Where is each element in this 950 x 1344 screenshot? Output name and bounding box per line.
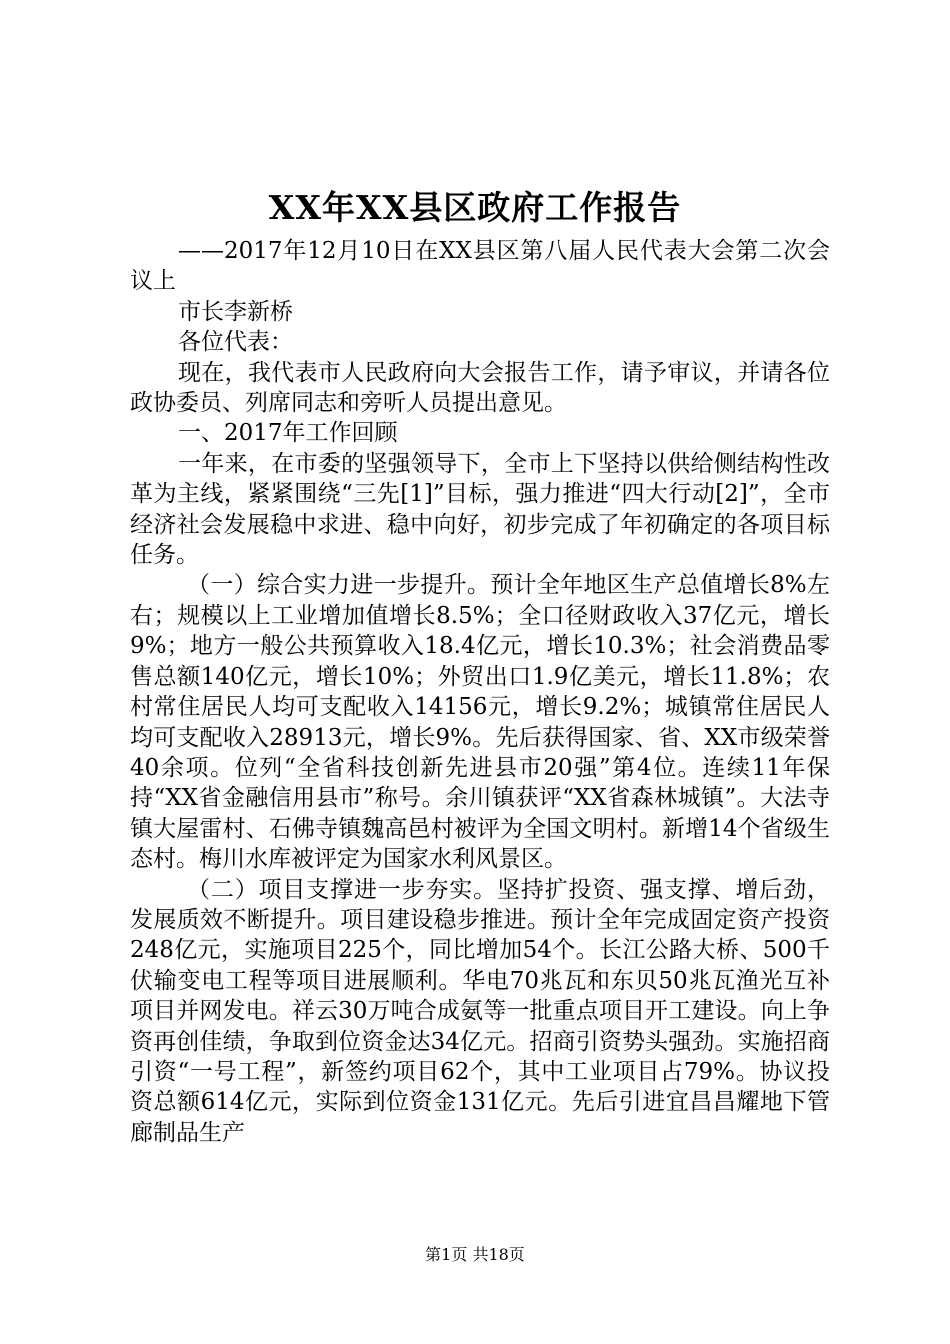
salutation: 各位代表： [178,329,293,356]
paragraph-review: 一年来，在市委的坚强领导下，全市上下坚持以供给侧结构性改革为主线，紧紧围绕“三先[1]”目标，强力推进“四大行动[2]”，全市经济社会发展稳中求进、稳中向好，初步完成了年初确定的各项目标任务。 [130,450,830,569]
speaker-line: 市长李新桥 [178,298,293,325]
intro-paragraph: 现在，我代表市人民政府向大会报告工作，请予审议，并请各位政协委员、列席同志和旁听人员提出意见。 [130,359,830,417]
document-title: XX年XX县区政府工作报告 [268,188,682,227]
document-body [130,236,830,1148]
document-subtitle: ——2017年12月10日在XX县区第八届人民代表大会第二次会议上 [130,238,830,295]
paragraph-projects: （二）项目支撑进一步夯实。坚持扩投资、强支撑、增后劲，发展质效不断提升。项目建设稳步推进。预计全年完成固定资产投资248亿元，实施项目225个，同比增加54个。长江公路大桥、500千伏输变电工程等项目进展顺利。华电70兆瓦和东贝50兆瓦渔光互补项目并网发电。祥云30万吨合成氨等一批重点项目开工建设。向上争资再创佳绩，争取到位资金达34亿元。招商引资势头强劲。实施招商引资“一号工程”，新签约项目62个，其中工业项目占79%。协议投资总额614亿元，实际到位资金131亿元。先后引进宜昌昌耀地下管廊制品生产 [130,876,830,1146]
section-heading: 一、2017年工作回顾 [178,420,398,447]
paragraph-strength: （一）综合实力进一步提升。预计全年地区生产总值增长8%左右；规模以上工业增加值增长8.5%；全口径财政收入37亿元，增长9%；地方一般公共预算收入18.4亿元，增长10.3%；社会消费品零售总额140亿元，增长10%；外贸出口1.9亿美元，增长11.8%；农村常住居民人均可支配收入14156元，增长9.2%；城镇常住居民人均可支配收入28913元，增长9%。先后获得国家、省、XX市级荣誉40余项。位列“全省科技创新先进县市20强”第4位。连续11年保持“XX省金融信用县市”称号。余川镇获评“XX省森林城镇”。大法寺镇大屋雷村、石佛寺镇魏高邑村被评为全国文明村。新增14个省级生态村。梅川水库被评定为国家水利风景区。 [130,572,830,873]
page-indicator: 第1页 共18页 [425,1245,525,1264]
